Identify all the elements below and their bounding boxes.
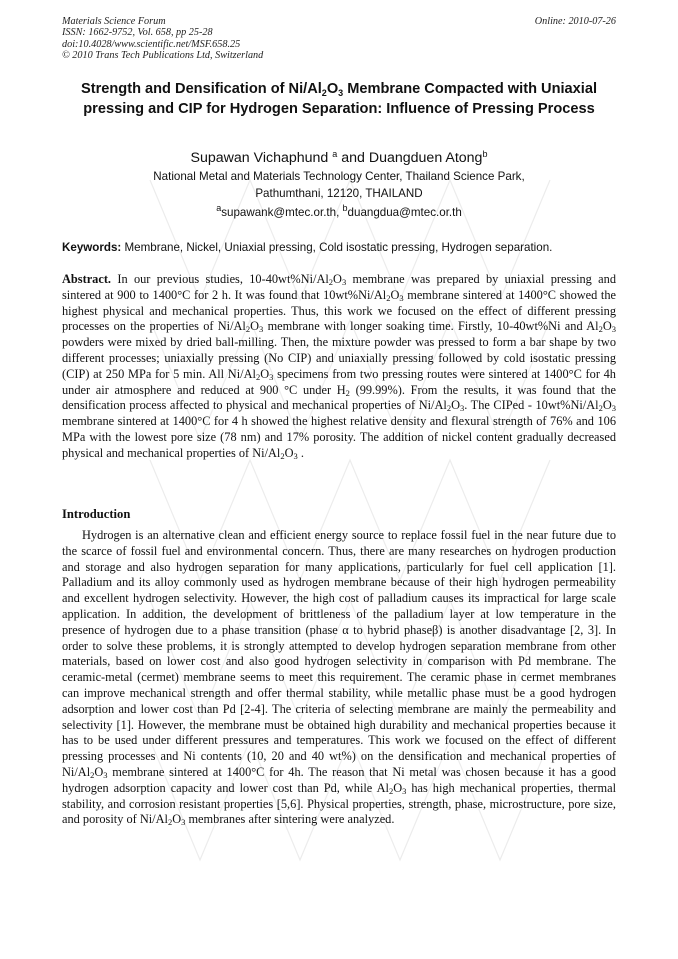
author-2: Duangduen Atong bbox=[368, 150, 483, 166]
doi-line: doi:10.4028/www.scientific.net/MSF.658.25 bbox=[62, 38, 241, 50]
introduction-paragraph: Hydrogen is an alternative clean and efficient energy source to replace fossil fuel in the near future due to the scarce of fossil fuel and environmental concern. Thus, there are many researches on hydrogen production and storage and also hydrogen separation for many applications, particularly for fuel cell application [1]. Palladium and its alloy commonly used as hydrogen membrane because of their high hydrogen permeability and excellent hydrogen selectivity. However, the high cost of palladium causes its impractical for large scale application. In addition, the development of brittleness of the palladium layer at low temperature in the presence of hydrogen due to a phase transition (phase α to hybrid phaseβ) is another disadvantage [2, 3]. In order to solve these problems, it is strongly attempted to develop hydrogen separation membrane from other materials, based on lower cost and also good hydrogen selectivity in comparison with Pd membrane. The ceramic-metal (cermet) membrane seems to meet this requirement. The ceramic phase in cermet membranes can improve mechanical strength and offer thermal stability, while metallic phase must be a good hydrogen adsorption and lower cost than Pd [2-4]. The criteria of selecting membrane are mainly the permeability and selectivity [1]. However, the membrane must be obtained high durability and mechanical properties because it has to be used under different pressures and temperatures. This work we focused on the effect of different pressing processes and Ni contents (10, 20 and 40 wt%) on the densification and mechanical properties of $Ni/Al_2O_3$ membrane sintered at 1400°C for 4h. The reason that Ni metal was chosen because it has a good hydrogen adsorption capacity and lower cost than Pd, while $Al_2O_3$ has high mechanical properties, thermal stability, and corrosion resistant properties [5,6]. Physical properties, strength, phase, microstructure, pore size, and porosity of $Ni/Al_2O_3$ membranes after sintering were analyzed. bbox=[62, 528, 616, 828]
author-line: Supawan Vichaphund $^a$ and Duangduen Atong$^b$ bbox=[190, 149, 488, 166]
author-emails: $^a$supawank@mtec.or.th, $^b$duangdua@mtec.or.th bbox=[216, 203, 462, 219]
copyright-line: © 2010 Trans Tech Publications Ltd, Switzerland bbox=[62, 49, 264, 61]
issn-line: ISSN: 1662-9752, Vol. 658, pp 25-28 bbox=[62, 27, 213, 39]
keywords-label: Keywords: bbox=[62, 241, 122, 254]
author-1: Supawan Vichaphund bbox=[190, 150, 329, 166]
journal-header bbox=[62, 16, 263, 61]
abstract: Abstract. In our previous studies, $10-40wt\%Ni/Al_2O_3$ membrane was prepared by uniaxial pressing and sintered at 900 to 1400°C for 2 h. It was found that $10wt\%Ni/Al_2O_3$ membrane sintered at 1400°C showed the highest physical and mechanical properties. Thus, this work we focused on the effect of different pressing processes on the properties of $Ni/Al_2O_3$ membrane with longer soaking time. Firstly, 10-40wt%Ni and $Al_2O_3$ powders were mixed by dried ball-milling. Then, the mixture powder was pressed to form a bar shape by two different processes; uniaxially pressing (No CIP) and uniaxially pressing followed by cold isostatic pressing (CIP) at 250 MPa for 5 min. All $Ni/Al_2O_3$ specimens from two pressing routes were sintered at 1400°C for 4h under air atmosphere and reduced at 900 °C under $H_2$ (99.99%). From the results, it was found that the densification process affected to physical and mechanical properties of $Ni/Al_2O_3$. The CIPed - $10wt\%Ni/Al_2O_3$ membrane sintered at 1400°C for 4 h showed the highest relative density and flexural strength of 76% and 106 MPa with the lowest pore size (78 nm) and 17% porosity. The addition of nickel content gradually decreased physical and mechanical properties of $Ni/Al_2O_3$ . bbox=[62, 272, 616, 461]
paper-title: Strength and Densification of $Ni/Al_2O_3$ Membrane Compacted with Uniaxial pressing and CIP for Hydrogen Separation: Influence of Pressing Process bbox=[80, 81, 598, 117]
online-date: Online: 2010-07-26 bbox=[534, 16, 616, 27]
abstract-label: Abstract. bbox=[62, 272, 112, 286]
keywords: Keywords: Membrane, Nickel, Uniaxial pressing, Cold isostatic pressing, Hydrogen separation. bbox=[62, 241, 553, 254]
section-heading-introduction: Introduction bbox=[62, 507, 131, 521]
affiliation: National Metal and Materials Technology Center, Thailand Science Park, Pathumthani, 12120, THAILAND bbox=[153, 170, 525, 200]
journal-name: Materials Science Forum bbox=[62, 16, 166, 27]
